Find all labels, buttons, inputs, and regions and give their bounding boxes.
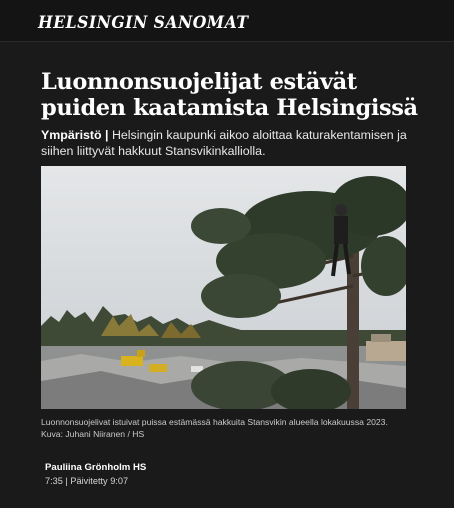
- author-name[interactable]: Pauliina Grönholm HS: [45, 462, 147, 473]
- caption-text: Luonnonsuojelivat istuivat puissa estämässä hakkuita Stansvikin alueella lokakuussa 2023.: [41, 417, 388, 427]
- category-label[interactable]: Ympäristö |: [41, 128, 109, 142]
- article-photo: [41, 166, 406, 409]
- site-logo[interactable]: HELSINGIN SANOMAT: [38, 13, 249, 33]
- caption-credit: Kuva: Juhani Niiranen / HS: [41, 429, 145, 439]
- site-header: [0, 0, 454, 42]
- photo-illustration: [41, 166, 406, 409]
- image-caption: [41, 416, 411, 440]
- article-headline: Luonnonsuojelijat estävät puiden kaatamista Helsingissä: [41, 69, 418, 121]
- lede-text: Helsingin kaupunki aikoo aloittaa katurakentamisen ja siihen liittyvät hakkuut Stansvikinkalliolla.: [41, 128, 407, 158]
- article-lede: [41, 127, 411, 159]
- publish-time: 7:35 | Päivitetty 9:07: [45, 476, 129, 486]
